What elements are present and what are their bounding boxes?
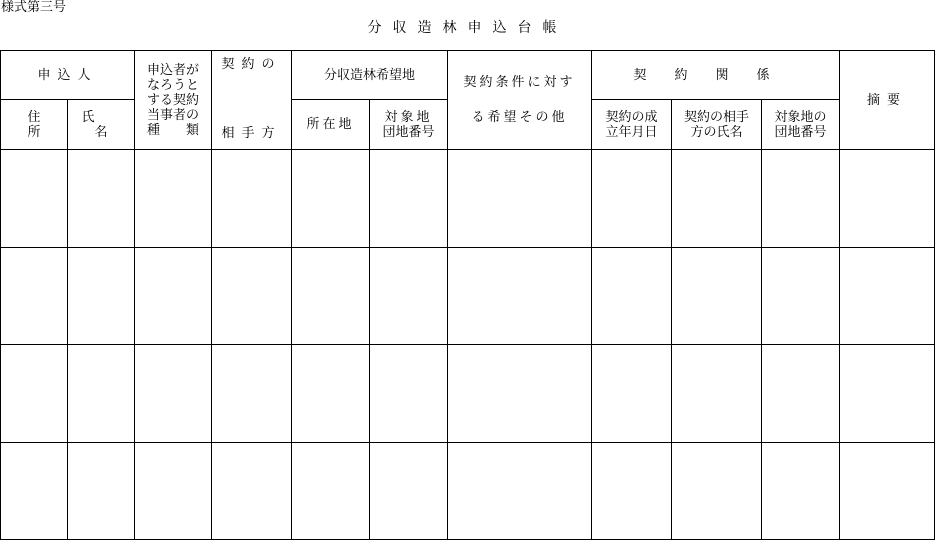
header-target-lot-line: 団地番号 [382, 124, 435, 140]
header-party-type-line: 当事者の [147, 107, 200, 123]
header-contract-party-name [672, 100, 762, 150]
table-cell[interactable] [1, 150, 68, 247]
table-cell[interactable] [212, 345, 292, 442]
table-cell[interactable] [762, 247, 840, 344]
table-row [1, 345, 935, 442]
table-cell[interactable] [68, 247, 135, 344]
table-cell[interactable] [68, 442, 135, 539]
form-title: 分収造林申込台帳 [367, 20, 568, 36]
table-cell[interactable] [448, 442, 592, 539]
table-row [1, 442, 935, 539]
table-cell[interactable] [448, 150, 592, 247]
table-cell[interactable] [68, 345, 135, 442]
table-cell[interactable] [840, 150, 935, 247]
table-row [1, 150, 935, 247]
header-counterparty-bottom: 相手方 [221, 126, 282, 142]
table-cell[interactable] [370, 345, 448, 442]
table-cell[interactable] [1, 247, 68, 344]
header-address-text: 住所 [27, 109, 67, 140]
table-cell[interactable] [448, 345, 592, 442]
table-cell[interactable] [212, 442, 292, 539]
header-address [1, 100, 68, 150]
table-cell[interactable] [762, 150, 840, 247]
table-cell[interactable] [448, 247, 592, 344]
table-cell[interactable] [292, 247, 370, 344]
header-location: 所在地 [292, 100, 370, 150]
table-cell[interactable] [68, 150, 135, 247]
header-contract-lot-line: 対象地の [774, 109, 827, 125]
table-cell[interactable] [370, 442, 448, 539]
header-target-lot-line: 対象地 [384, 109, 433, 125]
ledger-body [1, 150, 935, 540]
header-target-lot [370, 100, 448, 150]
table-cell[interactable] [592, 442, 672, 539]
header-contract-party-name-line: 契約の相手 [684, 109, 750, 125]
header-desired-site: 分収造林希望地 [292, 51, 448, 100]
header-contract-relation: 契約関係 [592, 51, 840, 100]
table-cell[interactable] [292, 345, 370, 442]
table-cell[interactable] [840, 345, 935, 442]
table-cell[interactable] [292, 150, 370, 247]
header-contract-date [592, 100, 672, 150]
form-number: 様式第三号 [1, 0, 67, 15]
header-contract-date-line: 立年月日 [605, 124, 658, 140]
table-cell[interactable] [135, 247, 212, 344]
header-counterparty [212, 51, 292, 150]
header-name-text: 氏名 [81, 109, 134, 140]
header-contract-lot-line: 団地番号 [774, 124, 827, 140]
header-conditions-top: 契約条件に対す [463, 75, 576, 91]
header-contract-date-line: 契約の成 [605, 109, 658, 125]
header-remarks: 摘要 [840, 51, 935, 150]
header-conditions [448, 51, 592, 150]
table-cell[interactable] [370, 150, 448, 247]
header-party-type-line: 種 類 [147, 122, 200, 138]
table-cell[interactable] [1, 345, 68, 442]
header-party-type-line: 申込者が [147, 62, 200, 78]
table-cell[interactable] [292, 442, 370, 539]
header-party-type-line: する契約 [147, 92, 200, 108]
header-party-type [135, 51, 212, 150]
table-row [1, 247, 935, 344]
table-cell[interactable] [212, 247, 292, 344]
header-party-type-line: なろうと [147, 77, 200, 93]
table-cell[interactable] [762, 442, 840, 539]
table-cell[interactable] [135, 442, 212, 539]
table-cell[interactable] [840, 442, 935, 539]
table-cell[interactable] [370, 247, 448, 344]
table-cell[interactable] [672, 442, 762, 539]
header-contract-party-name-line: 方の氏名 [690, 124, 743, 140]
header-name [68, 100, 135, 150]
table-cell[interactable] [212, 150, 292, 247]
table-cell[interactable] [135, 150, 212, 247]
header-conditions-bottom: る希望その他 [471, 110, 568, 126]
table-cell[interactable] [840, 247, 935, 344]
table-cell[interactable] [592, 150, 672, 247]
table-cell[interactable] [592, 345, 672, 442]
table-cell[interactable] [672, 247, 762, 344]
table-cell[interactable] [592, 247, 672, 344]
header-applicant: 申込人 [1, 51, 135, 100]
header-counterparty-top: 契約の [221, 57, 282, 72]
table-cell[interactable] [135, 345, 212, 442]
table-cell[interactable] [1, 442, 68, 539]
table-cell[interactable] [672, 150, 762, 247]
application-ledger-table [0, 50, 935, 540]
header-contract-lot [762, 100, 840, 150]
table-cell[interactable] [672, 345, 762, 442]
table-cell[interactable] [762, 345, 840, 442]
